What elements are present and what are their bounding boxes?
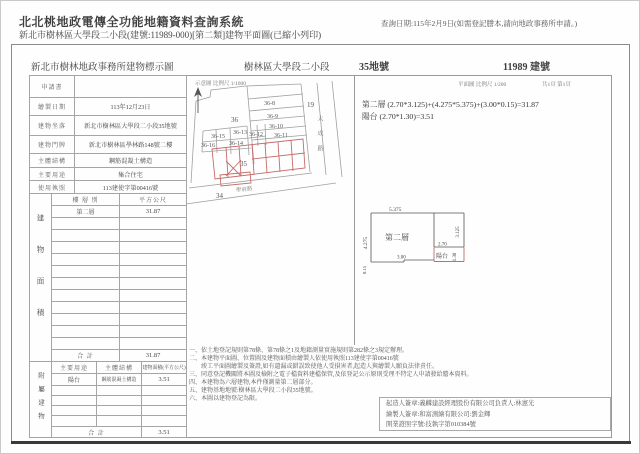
building-info-table xyxy=(29,75,187,194)
builder-signature: 起造人簽章:義麟建設經理股份有限公司負責人:林憲光 xyxy=(386,400,535,407)
annex-side-label: 附屬建物 xyxy=(30,362,52,438)
license-number: 開業證照字號:技執字第010384號 xyxy=(386,421,476,428)
annex-total-value: 3.51 xyxy=(142,427,187,438)
lot-label: 36-12 xyxy=(249,132,263,138)
land-number: 35地號 xyxy=(359,62,389,73)
subject-building-outline xyxy=(212,139,305,186)
lot-label: 19 xyxy=(307,101,314,109)
info-value xyxy=(75,76,187,98)
dimension-figure xyxy=(359,197,484,279)
divider-middle xyxy=(354,75,355,345)
area-formula-line2: 陽台 (2.70*1.30)=3.51 xyxy=(362,112,434,121)
area-formula-line1: 第二層 (2.70*3.125)+(4.275*5.375)+(3.00*0.15)=31.87 xyxy=(362,100,539,109)
lot-label: 36-11 xyxy=(274,133,288,139)
notes-block xyxy=(189,347,473,403)
lot-label: 36-15 xyxy=(211,134,225,140)
sketch-scale-label: 示意圖 比例尺 1/1000 xyxy=(195,81,247,87)
lot-label: 36-9 xyxy=(267,114,278,120)
area-total-label: 合 計 xyxy=(52,350,120,362)
cadastral-sketch-map xyxy=(186,75,354,346)
info-label: 使用執照 xyxy=(30,181,75,194)
lot-label: 34 xyxy=(216,192,223,200)
lot-label: 36 xyxy=(231,116,238,124)
info-value: 新北市樹林區大學段二小段35地號 xyxy=(75,116,187,136)
section-name: 樹林區大學段二小段 xyxy=(244,63,330,73)
note-line: 三、同意登記機關將本圖及檢附之電子檔資料建檔保管,及依登記公示原則受理不特定人申請發給謄本資料。 xyxy=(189,372,473,378)
info-value: 新北市樹林區學林路148號二樓 xyxy=(75,136,187,154)
lot-label: 36-10 xyxy=(269,124,283,130)
info-label: 主體結構 xyxy=(30,154,75,168)
note-line: 二、本建物平面圖、位置圖及建物面積由繪製人依使用執照113建使字第00416號 xyxy=(189,356,399,362)
note-line: 六、本圖以建物登記為限。 xyxy=(189,396,262,402)
floor-col-header: 樓 層 別 xyxy=(52,194,120,206)
signature-block xyxy=(379,397,611,431)
info-value: 113建使字第00416號 xyxy=(75,181,187,194)
plan-scale-label: 平面圖 比例尺 1/200 xyxy=(458,82,507,88)
road-label-bottom: 學府路 xyxy=(235,186,253,194)
annex-use-value: 陽台 xyxy=(52,374,97,386)
note-line: 五、建物基地地號:樹林區大學段二小段35地號。 xyxy=(189,388,317,394)
annex-table xyxy=(29,361,187,438)
room-label: 第二層 xyxy=(385,233,409,242)
info-label: 主要用途 xyxy=(30,168,75,181)
area-total-value: 31.87 xyxy=(120,350,187,362)
drafter-signature: 繪製人簽章:和富測繪有限公司:劉金輝 xyxy=(386,410,491,418)
annex-structure-header: 主體結構 xyxy=(97,362,142,374)
lot-label-subject: 35 xyxy=(240,160,247,168)
annex-use-header: 主要用途 xyxy=(52,362,97,374)
floor-area-value: 31.87 xyxy=(120,206,187,218)
office-title: 新北市樹林地政事務所建物標示圖 xyxy=(31,63,174,73)
annex-structure-value: 鋼筋混凝土構造 xyxy=(97,374,142,386)
info-label: 申請書 xyxy=(30,76,75,98)
lot-label: 36-14 xyxy=(229,141,243,147)
building-number: 11989 建號 xyxy=(503,62,550,73)
page-indicator: 共1頁 第1頁 xyxy=(542,82,571,88)
dim-height-main: 4.275 xyxy=(363,236,369,250)
query-date: 查詢日期:115年2月9日(如需登記謄本,請向地政事務所申請。) xyxy=(381,19,578,28)
dim-height-strip: 0.15 xyxy=(362,266,367,274)
dim-height-ext: 3.125 xyxy=(456,226,461,238)
floor-area-table xyxy=(29,193,187,362)
dim-width-main: 5.375 xyxy=(389,207,402,213)
info-value: 集合住宅 xyxy=(75,168,187,181)
info-label: 繪製日期 xyxy=(30,98,75,116)
area-side-label: 建物面積 xyxy=(30,194,52,362)
info-value: 鋼筋混凝土構造 xyxy=(75,154,187,168)
lot-label: 36-8 xyxy=(264,101,275,107)
lot-label: 36-13 xyxy=(233,130,247,136)
info-label: 建物門牌 xyxy=(30,136,75,154)
note-line: 竣工平面圖繪製及簽證,如有遺漏或錯誤致使他人受損害者,起造人與繪製人願負法律責任。 xyxy=(189,364,439,370)
sqm-col-header: 平方公尺 xyxy=(120,194,187,206)
document-subtitle: 新北市樹林區大學段二小段(建號:11989-000)[第二類]建物平面圖(已縮小列印) xyxy=(19,30,322,40)
road-label-vertical: 大成路 xyxy=(316,115,322,160)
balcony-label: 陽台 xyxy=(436,254,449,260)
note-line: 一、依土地登記規則第78條、第78條之1及地籍測量實施規則第282條之3規定辦理。 xyxy=(189,348,409,354)
bottom-rule xyxy=(11,441,631,444)
info-value: 113年12月23日 xyxy=(75,98,187,116)
annex-area-value: 3.51 xyxy=(142,374,187,386)
lot-label: 36-16 xyxy=(201,143,215,149)
annex-total-label: 合 計 xyxy=(52,427,142,438)
dim-height-balcony: 1.30 xyxy=(453,252,458,262)
dim-width-ext: 2.70 xyxy=(438,242,447,248)
floor-name: 第二層 xyxy=(52,206,120,218)
dim-width-strip: 3.00 xyxy=(397,255,406,261)
note-line: 四、本建物為六層建物,本件僅測量第二層部分。 xyxy=(189,380,317,386)
info-label: 建物坐落 xyxy=(30,116,75,136)
annex-area-header: 建物面積(平方公尺) xyxy=(142,362,187,374)
system-title: 北北桃地政電傳全功能地籍資料查詢系統 xyxy=(19,15,245,29)
